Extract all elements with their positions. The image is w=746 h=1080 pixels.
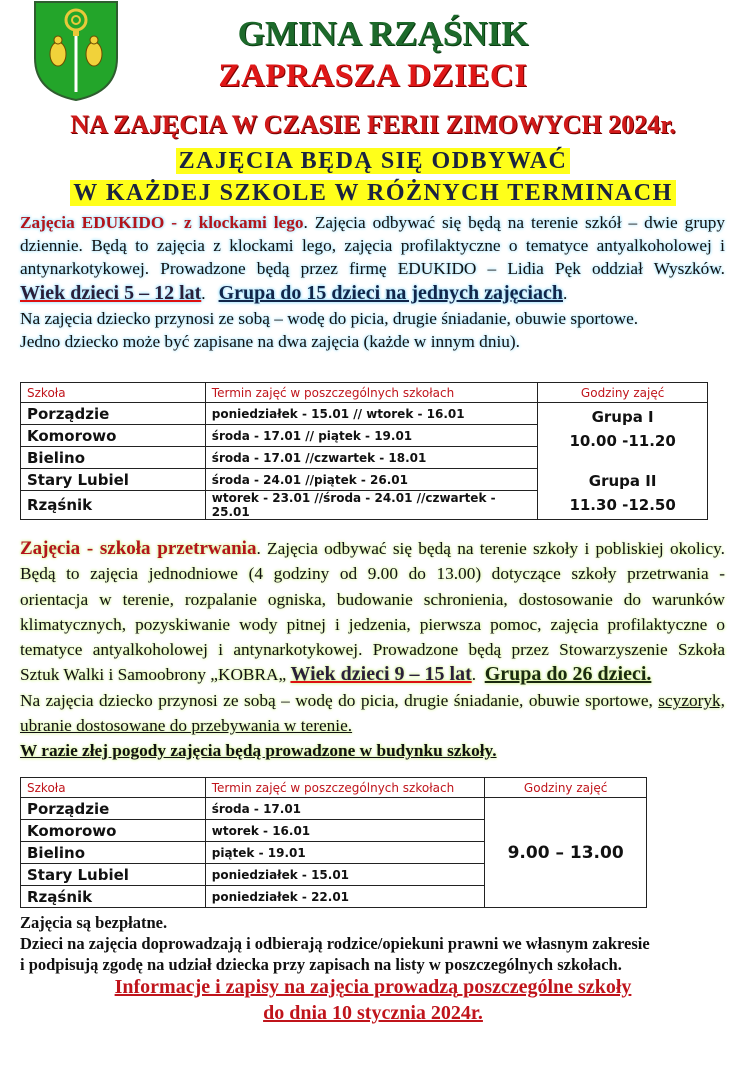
table-header-row	[21, 778, 647, 798]
column-header: Szkoła	[21, 383, 206, 403]
footer-notes	[20, 912, 650, 975]
column-header: Termin zajęć w poszczególnych szkołach	[205, 778, 485, 798]
table-row: Porządzie środa - 17.01 9.00 – 13.00	[21, 798, 647, 820]
text-line: dziennie. Będą to zajęcia z klockami lego, zajęcia profilaktyczne o tematyce antyalkoholowej i	[20, 236, 725, 255]
page-subtitle: ZAPRASZA DZIECI	[218, 58, 528, 94]
edukido-lead: Zajęcia EDUKIDO - z klockami lego	[20, 213, 304, 232]
hours-cell: 9.00 – 13.00	[485, 798, 647, 908]
text-line: Dzieci na zajęcia doprowadzają i odbierają rodzice/opiekuni prawni we własnym zakresie	[20, 934, 650, 953]
text-line: Będą to zajęcia jednodniowe (4 godziny od 9.00 do 13.00) dotyczące szkoły przetrwania -	[20, 564, 725, 584]
table-row: Porządzie poniedziałek - 15.01 // wtorek - 16.01 Grupa I 10.00 -11.20 Grupa II 11.30 -12.50	[21, 403, 708, 425]
text-line: Jedno dziecko może być zapisane na dwa zajęcia (każde w innym dniu).	[20, 332, 520, 351]
free-note: Zajęcia są bezpłatne.	[20, 913, 168, 932]
column-header: Godziny zajęć	[485, 778, 647, 798]
registration-deadline: do dnia 10 stycznia 2024r.	[263, 1002, 483, 1024]
table-row: Stary Lubiel poniedziałek - 15.01	[21, 864, 647, 886]
column-header: Godziny zajęć	[538, 383, 708, 403]
survival-schedule-table	[20, 777, 647, 908]
survival-section: Zajęcia - szkoła przetrwania. Zajęcia odbywać się będą na terenie szkoły i pobliskiej okolicy. Będą to zajęcia jednodniowe (4 godziny od 9.00 do 13.00) dotyczące szkoły przetrwania - orientacja w terenie, rozpalanie ogniska, budowanie schronienia, dostosowanie do warunków klimatycznych, pozyskiwanie wody pitnej i jedzenia, pierwsza pomoc, zajęcia profilaktyczne o tematyce antyalkoholowej i antynarkotykowej. Prowadzone będą przez Stowarzyszenie Szkoła Sztuk Walki i Samoobrony „KOBRA„ Wiek dzieci 9 – 15 lat. Grupa do 26 dzieci. Na zajęcia dziecko przynosi ze sobą – wodę do picia, drugie śniadanie, obuwie sportowe, scyzoryk, ubranie dostosowane do przebywania w terenie. W razie złej pogody zajęcia będą prowadzone w budynku szkoły.	[20, 536, 725, 764]
text-line: ubranie dostosowane do przebywania w terenie.	[20, 716, 353, 736]
text-line: i podpisują zgodę na udział dziecka przy zapisach na listy w poszczególnych szkołach.	[20, 955, 622, 974]
headline: NA ZAJĘCIA W CZASIE FERII ZIMOWYCH 2024r.	[70, 110, 676, 139]
table-row: Bielino piątek - 19.01	[21, 842, 647, 864]
column-header: Szkoła	[21, 778, 206, 798]
page-title: GMINA RZĄŚNIK	[237, 14, 529, 53]
group-hours-cell: Grupa I 10.00 -11.20 Grupa II 11.30 -12.50	[538, 403, 708, 520]
table-row: Komorowo środa - 17.01 // piątek - 19.01	[21, 425, 708, 447]
table-row: Stary Lubiel środa - 24.01 //piątek - 26.01	[21, 469, 708, 491]
table-row: Bielino środa - 17.01 //czwartek - 18.01	[21, 447, 708, 469]
table-header-row	[21, 383, 708, 403]
survival-age: Wiek dzieci 9 – 15 lat	[290, 663, 472, 686]
edukido-group: Grupa do 15 dzieci na jednych zajęciach	[218, 282, 563, 304]
text-line: orientacja w terenie, rozpalanie ogniska, budowanie schronienia, dostosowanie do warunków	[20, 589, 725, 609]
table-row: Komorowo wtorek - 16.01	[21, 820, 647, 842]
edukido-schedule-table	[20, 382, 708, 520]
bad-weather-note: W razie złej pogody zajęcia będą prowadzone w budynku szkoły.	[20, 741, 497, 761]
survival-lead: Zajęcia - szkoła przetrwania	[20, 538, 257, 559]
edukido-age: Wiek dzieci 5 – 12 lat	[20, 282, 202, 304]
text-line: antynarkotykowej. Prowadzone będą przez firmę EDUKIDO – Lidia Pęk oddział Wyszków.	[20, 259, 725, 278]
highlight-line-2: W KAŻDEJ SZKOLE W RÓŻNYCH TERMINACH	[0, 180, 746, 207]
survival-group: Grupa do 26 dzieci.	[484, 663, 652, 686]
edukido-section: Zajęcia EDUKIDO - z klockami lego. Zajęcia odbywać się będą na terenie szkół – dwie grupy dziennie. Będą to zajęcia z klockami lego, zajęcia profilaktyczne o tematyce antyalkoholowej i antynarkotykowej. Prowadzone będą przez firmę EDUKIDO – Lidia Pęk oddział Wyszków. Wiek dzieci 5 – 12 lat. Grupa do 15 dzieci na jednych zajęciach. Na zajęcia dziecko przynosi ze sobą – wodę do picia, drugie śniadanie, obuwie sportowe. Jedno dziecko może być zapisane na dwa zajęcia (każde w innym dniu).	[20, 213, 725, 351]
table-row: Rząśnik poniedziałek - 22.01	[21, 886, 647, 908]
column-header: Termin zajęć w poszczególnych szkołach	[205, 383, 537, 403]
table-row: Rząśnik wtorek - 23.01 //środa - 24.01 //czwartek - 25.01	[21, 491, 708, 520]
text-line: tematyce antyalkoholowej i antynarkotykowej. Prowadzone będą przez Stowarzyszenie Szkoła	[20, 640, 725, 660]
text-line: klimatycznych, pozyskiwanie wody pitnej i jedzenia, pierwsza pomoc, zajęcia profilaktyczne o	[20, 614, 725, 634]
highlight-line-1: ZAJĘCIA BĘDĄ SIĘ ODBYWAĆ	[0, 148, 746, 175]
registration-info: Informacje i zapisy na zajęcia prowadzą poszczególne szkoły	[114, 976, 632, 998]
text-line: Na zajęcia dziecko przynosi ze sobą – wodę do picia, drugie śniadanie, obuwie sportowe.	[20, 309, 639, 328]
